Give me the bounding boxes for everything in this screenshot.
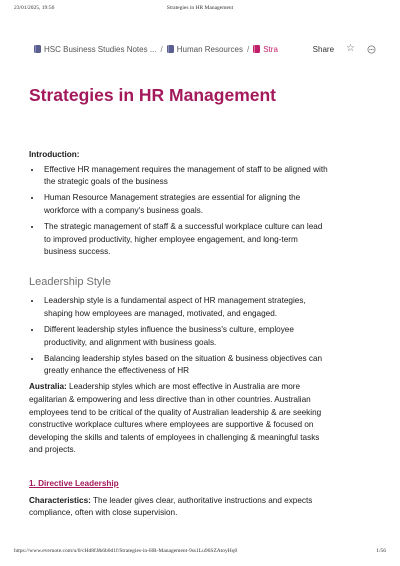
list-item: • Different leadership styles influence the business's culture, employee productivity, and alignment with business goals.: [42, 324, 329, 349]
breadcrumb-separator: /: [160, 44, 163, 54]
breadcrumb-notebook[interactable]: [34, 45, 157, 54]
australia-text: Leadership styles which are most effective in Australia are more egalitarian & empowering and less directive than in other countries. Australian employees tend to be critical of the quality of Australian leadership & are seeking constructive workplace cultures where employees are supportive & focused on developing the skills and talents of employees in challenging & meaningful tasks and projects.: [29, 382, 322, 455]
notebook-icon: [167, 45, 174, 53]
print-datetime: 23/01/2025, 19:56: [14, 5, 55, 11]
list-item: • Leadership style is a fundamental aspect of HR management strategies, shaping how employees are managed, motivated, and engaged.: [42, 295, 329, 320]
breadcrumb-label: HSC Business Studies Notes ...: [44, 44, 157, 54]
print-doc-title: Strategies in HR Management: [166, 5, 234, 11]
directive-leadership-link[interactable]: 1. Directive Leadership: [29, 478, 119, 488]
list-item: • Effective HR management requires the management of staff to be aligned with the strategic goals of the business: [42, 164, 329, 189]
list-item: • Human Resource Management strategies are essential for aligning the workforce with a company's business goals.: [42, 192, 329, 217]
leadership-list: [29, 295, 329, 378]
notebook-icon: [34, 45, 41, 53]
characteristics-paragraph: [29, 495, 329, 520]
star-icon[interactable]: ☆: [346, 43, 355, 54]
more-options-icon[interactable]: [367, 45, 376, 54]
breadcrumb-label: Human Resources: [176, 44, 243, 54]
breadcrumb-label: Stra: [263, 44, 278, 54]
breadcrumb-separator: /: [246, 44, 250, 54]
note-toolbar: [34, 41, 376, 57]
list-item: • Balancing leadership styles based on the situation & business objectives can greatly enhance the effectiveness of HR: [42, 353, 329, 378]
intro-list: [29, 164, 329, 259]
australia-paragraph: [29, 381, 329, 457]
leadership-heading: Leadership Style: [29, 275, 111, 288]
intro-label: Introduction:: [29, 150, 80, 159]
australia-label: Australia:: [29, 382, 67, 392]
print-page-number: 1/56: [376, 548, 386, 554]
print-url: https://www.evernote.com/u/0/cHd8fJ&6b0d1f/Strategies-in-HR-Management-9ss1Lu96SZAtoyHq0: [14, 548, 238, 554]
breadcrumb-stack[interactable]: [167, 45, 243, 54]
characteristics-label: Characteristics:: [29, 495, 91, 505]
note-icon: [253, 45, 260, 53]
list-item: • The strategic management of staff & a successful workplace culture can lead to improved productivity, higher employee engagement, and long-term business success.: [42, 221, 329, 259]
share-button[interactable]: Share: [312, 44, 335, 54]
note-body[interactable]: [29, 149, 329, 520]
note-title[interactable]: Strategies in HR Management: [29, 85, 276, 105]
breadcrumb-current-note[interactable]: [253, 45, 278, 54]
characteristics-text: The leader gives clear, authoritative instructions and expects compliance, often with close supervision.: [29, 495, 313, 518]
